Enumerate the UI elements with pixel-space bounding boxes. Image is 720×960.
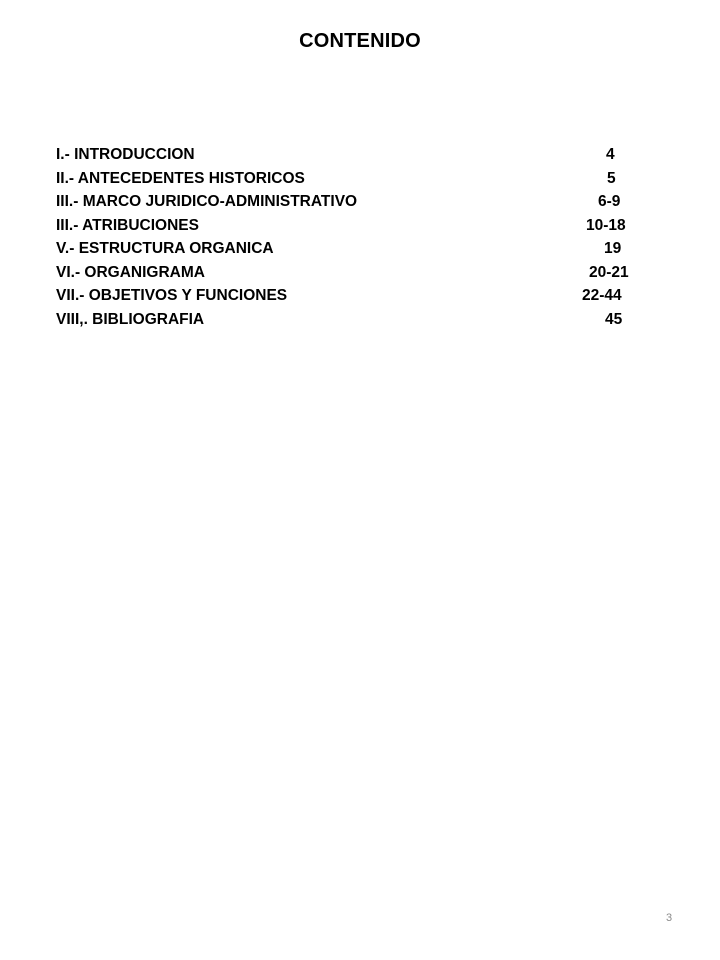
toc-entry bbox=[56, 239, 656, 263]
toc-entry-page: 45 bbox=[605, 310, 623, 328]
toc-entry bbox=[56, 310, 656, 334]
toc-entry-page: 10-18 bbox=[586, 216, 626, 234]
toc-entry-label: II.- ANTECEDENTES HISTORICOS bbox=[56, 169, 305, 187]
toc-entry-label: III.- ATRIBUCIONES bbox=[56, 216, 199, 234]
toc-entry-page: 6-9 bbox=[598, 193, 621, 210]
toc-entry bbox=[56, 263, 656, 287]
toc-entry-label: VI.- ORGANIGRAMA bbox=[56, 263, 205, 281]
toc-entry-label: I.- INTRODUCCION bbox=[56, 146, 195, 163]
toc-entry-page: 5 bbox=[607, 169, 616, 187]
toc-entry-label: VII.- OBJETIVOS Y FUNCIONES bbox=[56, 287, 288, 304]
toc-entry bbox=[56, 286, 656, 310]
page-title: CONTENIDO bbox=[299, 30, 421, 52]
toc-entry bbox=[56, 169, 656, 193]
toc-entry-page: 4 bbox=[606, 146, 615, 163]
toc-entry-page: 19 bbox=[604, 240, 622, 257]
toc-entry-page: 20-21 bbox=[589, 263, 629, 281]
toc-entry bbox=[56, 192, 656, 216]
toc-entry bbox=[56, 145, 656, 169]
toc-entry-page: 22-44 bbox=[582, 287, 622, 304]
table-of-contents bbox=[56, 145, 656, 333]
toc-entry bbox=[56, 216, 656, 240]
toc-entry-label: V.- ESTRUCTURA ORGANICA bbox=[56, 240, 274, 257]
page-number: 3 bbox=[666, 912, 673, 924]
toc-entry-label: III.- MARCO JURIDICO-ADMINISTRATIVO bbox=[56, 193, 358, 210]
toc-entry-label: VIII,. BIBLIOGRAFIA bbox=[56, 310, 205, 328]
